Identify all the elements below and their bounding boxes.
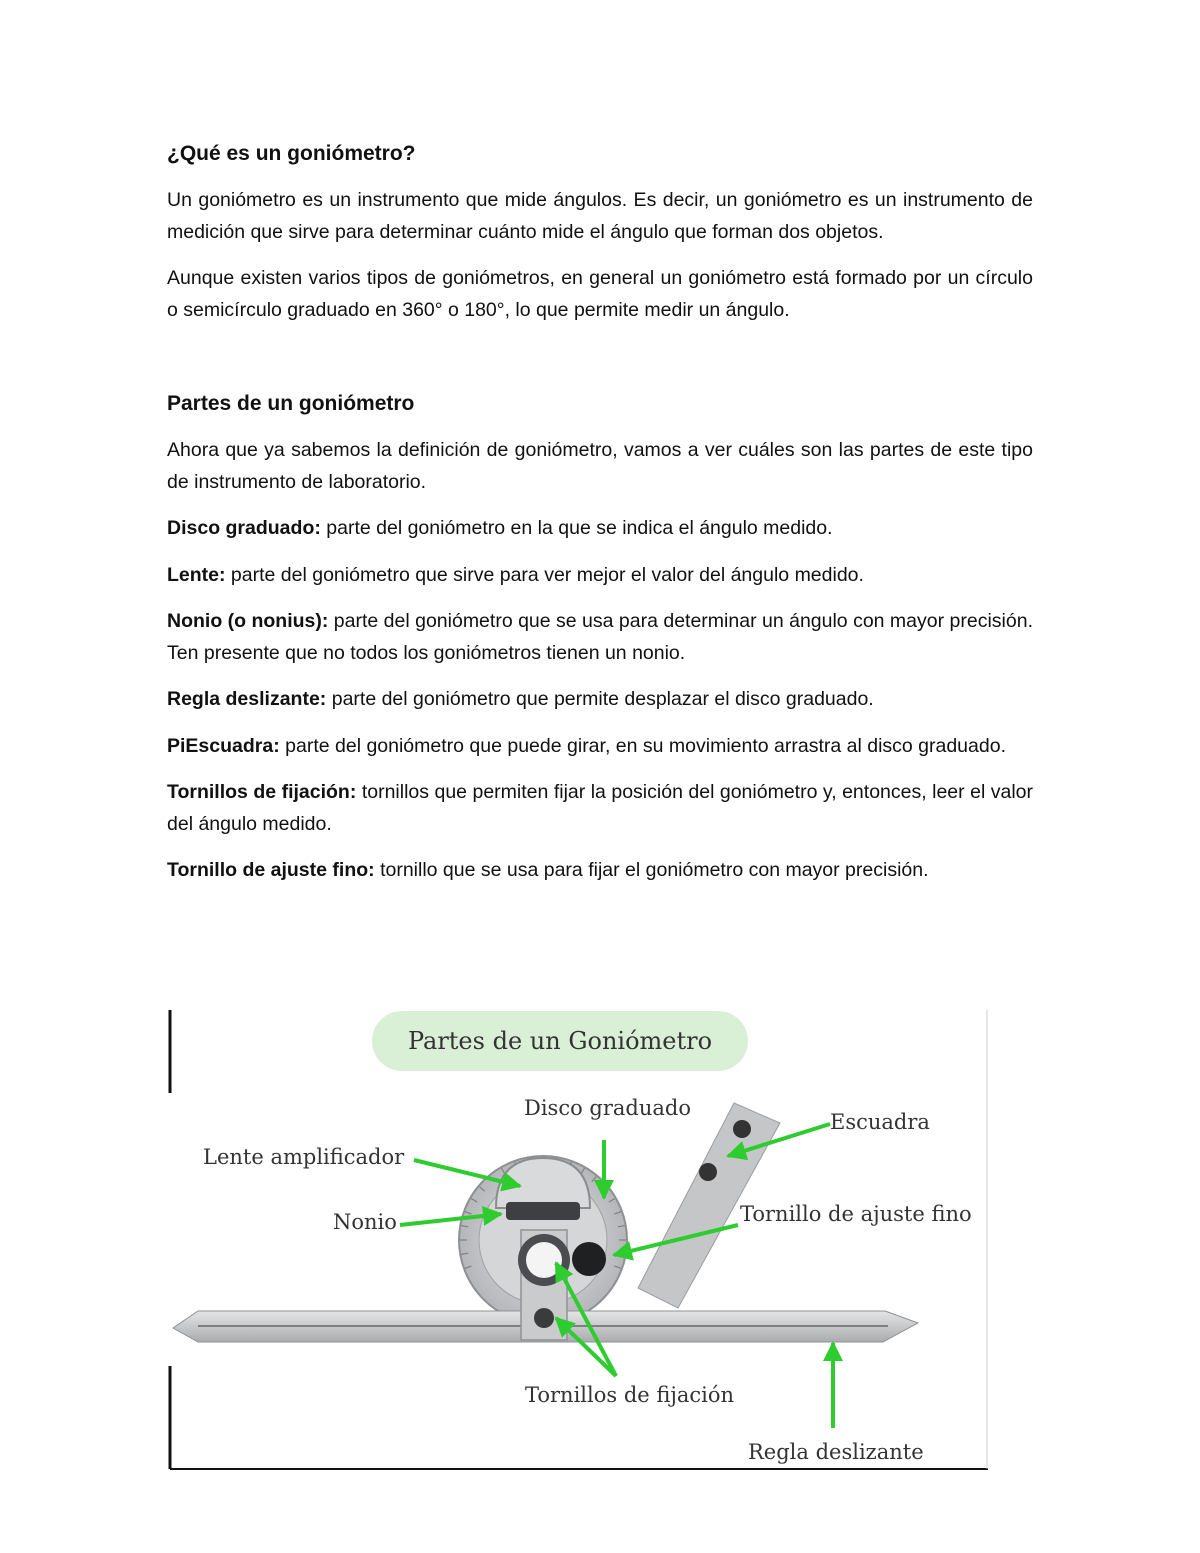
part-desc: parte del goniómetro que puede girar, en su movimiento arrastra al disco graduado. <box>285 734 1006 757</box>
paragraph-composition: Aunque existen varios tipos de goniómetros, en general un goniómetro está formado por un círculo o semicírculo graduado en 360° o 180°, lo que permite medir un ángulo. <box>167 267 1033 321</box>
part-term: Tornillo de ajuste fino: <box>167 859 375 881</box>
part-item <box>167 606 1033 669</box>
part-item <box>167 513 1033 545</box>
section-title-que-es: ¿Qué es un goniómetro? <box>167 142 416 165</box>
part-term: Lente: <box>167 563 226 586</box>
part-desc: parte del goniómetro en la que se indica el ángulo medido. <box>326 517 833 539</box>
label-lente-amplificador: Lente amplificador <box>203 1145 405 1169</box>
part-term: Tornillos de fijación: <box>167 781 357 803</box>
label-tornillo-ajuste-fino: Tornillo de ajuste fino <box>740 1202 972 1226</box>
part-item <box>167 684 1033 716</box>
part-desc: tornillo que se usa para fijar el goniómetro con mayor precisión. <box>380 859 929 881</box>
part-item <box>167 731 1033 763</box>
part-item <box>167 855 1033 887</box>
label-tornillos-fijacion: Tornillos de fijación <box>525 1383 735 1407</box>
document-body <box>167 138 1033 887</box>
section-title-partes: Partes de un goniómetro <box>167 392 415 415</box>
part-term: Disco graduado: <box>167 517 321 539</box>
part-term: PiEscuadra: <box>167 734 280 757</box>
part-desc: parte del goniómetro que permite desplazar el disco graduado. <box>331 688 874 710</box>
part-desc: parte del goniómetro que se usa para determinar un ángulo con mayor precisión. Ten presente que no todos los goniómetros tienen un nonio. <box>167 610 1033 664</box>
part-desc: tornillos que permiten fijar la posición del goniómetro y, entonces, leer el valor del ángulo medido. <box>167 781 1034 835</box>
part-term: Regla deslizante: <box>167 688 327 710</box>
label-escuadra: Escuadra <box>830 1110 930 1134</box>
label-regla-deslizante: Regla deslizante <box>748 1440 924 1464</box>
part-item <box>167 777 1033 840</box>
part-desc: parte del goniómetro que sirve para ver mejor el valor del ángulo medido. <box>230 563 864 586</box>
part-item <box>167 560 1033 592</box>
label-nonio: Nonio <box>333 1210 397 1234</box>
label-disco-graduado: Disco graduado <box>524 1096 691 1120</box>
part-term: Nonio (o nonius): <box>167 610 329 632</box>
paragraph-intro: Ahora que ya sabemos la definición de goniómetro, vamos a ver cuáles son las partes de este tipo de instrumento de laboratorio. <box>167 439 1033 493</box>
paragraph-definition: Un goniómetro es un instrumento que mide ángulos. Es decir, un goniómetro es un instrumento de medición que sirve para determinar cuánto mide el ángulo que forman dos objetos. <box>167 189 1033 243</box>
figure-title: Partes de un Goniómetro <box>372 1011 748 1071</box>
goniometer-figure <box>168 1008 989 1471</box>
